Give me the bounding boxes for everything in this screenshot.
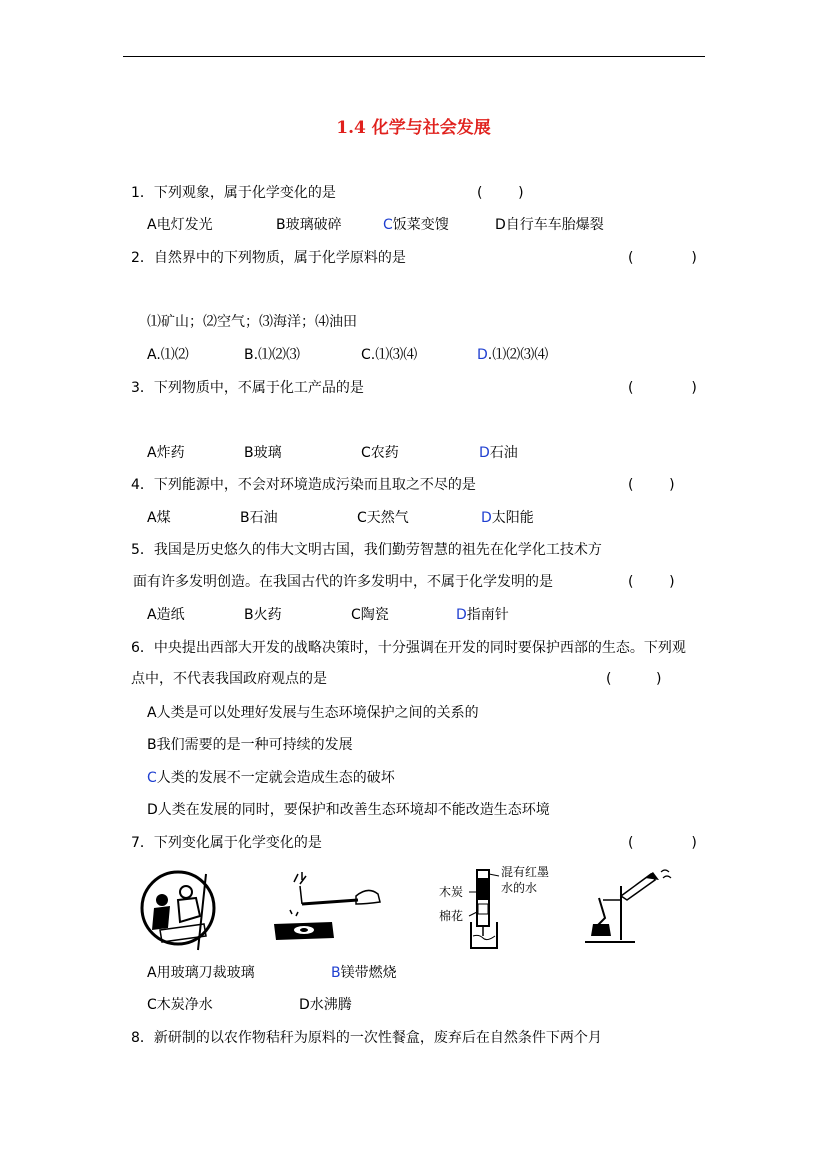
question-2-option-b[interactable]: B.⑴⑵⑶ (244, 347, 301, 363)
question-3-option-a[interactable]: A炸药 (147, 445, 185, 461)
question-3-option-c[interactable]: C农药 (361, 445, 399, 461)
question-3-stem: 3．下列物质中，不属于化工产品的是 (131, 380, 364, 396)
question-2-option-a[interactable]: A.⑴⑵ (147, 347, 189, 363)
question-5-option-c[interactable]: C陶瓷 (351, 607, 389, 623)
question-5-stem-continued: 面有许多发明创造。在我国古代的许多发明中，不属于化学发明的是 (133, 574, 553, 590)
question-6-stem: 6．中央提出西部大开发的战略决策时，十分强调在开发的同时要保护西部的生态。下列观 (131, 640, 686, 656)
question-5-answer-bracket: ( ) (628, 574, 675, 590)
question-6-option-b[interactable]: B我们需要的是一种可持续的发展 (147, 737, 353, 753)
figure-charcoal-filter (421, 862, 571, 950)
question-1-option-a[interactable]: A电灯发光 (147, 217, 213, 233)
header-rule (123, 56, 705, 57)
question-3-option-d[interactable]: D石油 (479, 445, 518, 461)
figure-label-ink-water: 混有红墨 (501, 865, 550, 879)
question-1-answer-bracket: ( ) (477, 185, 524, 201)
question-7-option-b[interactable]: B镁带燃烧 (331, 965, 397, 981)
question-6-option-a[interactable]: A人类是可以处理好发展与生态环境保护之间的关系的 (147, 705, 479, 721)
question-2-stem: 2．自然界中的下列物质，属于化学原料的是 (131, 250, 406, 266)
page-title: 1.4 化学与社会发展 (336, 118, 491, 138)
question-7-option-a[interactable]: A用玻璃刀裁玻璃 (147, 965, 255, 981)
question-4-option-c[interactable]: C天然气 (357, 510, 409, 526)
question-8-stem: 8．新研制的以农作物秸秆为原料的一次性餐盒，废弃后在自然条件下两个月 (131, 1030, 602, 1046)
question-4-stem: 4．下列能源中，不会对环境造成污染而且取之不尽的是 (131, 477, 476, 493)
question-3-option-b[interactable]: B玻璃 (244, 445, 282, 461)
question-4-option-a[interactable]: A煤 (147, 510, 171, 526)
question-6-option-d[interactable]: D人类在发展的同时，要保护和改善生态环境却不能改造生态环境 (147, 802, 550, 818)
question-6-answer-bracket: ( ) (606, 671, 662, 687)
question-2-option-c[interactable]: C.⑴⑶⑷ (361, 347, 418, 363)
figure-magnesium-burning (268, 868, 388, 940)
question-2-answer-bracket: ( ) (628, 250, 697, 266)
question-1-option-c[interactable]: C饭菜变馊 (383, 217, 449, 233)
figure-label-charcoal: 木炭 (439, 885, 464, 899)
figure-cutting-glass (140, 866, 220, 952)
question-7-option-d[interactable]: D水沸腾 (299, 997, 352, 1013)
question-5-option-b[interactable]: B火药 (244, 607, 282, 623)
question-4-answer-bracket: ( ) (628, 477, 675, 493)
question-1-option-d[interactable]: D自行车车胎爆裂 (495, 217, 604, 233)
question-2-items: ⑴矿山；⑵空气；⑶海洋；⑷油田 (147, 314, 357, 330)
question-4-option-b[interactable]: B石油 (240, 510, 278, 526)
question-1-option-b[interactable]: B玻璃破碎 (276, 217, 342, 233)
question-7-stem: 7．下列变化属于化学变化的是 (131, 835, 322, 851)
figure-label-cotton: 棉花 (439, 909, 464, 923)
question-2-option-d[interactable]: D.⑴⑵⑶⑷ (477, 347, 549, 363)
question-1-stem: 1．下列观象，属于化学变化的是 (131, 185, 336, 201)
figure-water-boiling (575, 866, 675, 946)
figure-label-ink-water-2: 水的水 (501, 881, 538, 895)
question-3-answer-bracket: ( ) (628, 380, 697, 396)
question-6-stem-continued: 点中，不代表我国政府观点的是 (131, 671, 327, 687)
question-5-option-a[interactable]: A造纸 (147, 607, 185, 623)
question-5-option-d[interactable]: D指南针 (456, 607, 509, 623)
question-6-option-c[interactable]: C人类的发展不一定就会造成生态的破坏 (147, 770, 395, 786)
question-7-option-c[interactable]: C木炭净水 (147, 997, 213, 1013)
question-7-answer-bracket: ( ) (628, 835, 697, 851)
question-4-option-d[interactable]: D太阳能 (481, 510, 534, 526)
question-5-stem: 5．我国是历史悠久的伟大文明古国，我们勤劳智慧的祖先在化学化工技术方 (131, 542, 602, 558)
